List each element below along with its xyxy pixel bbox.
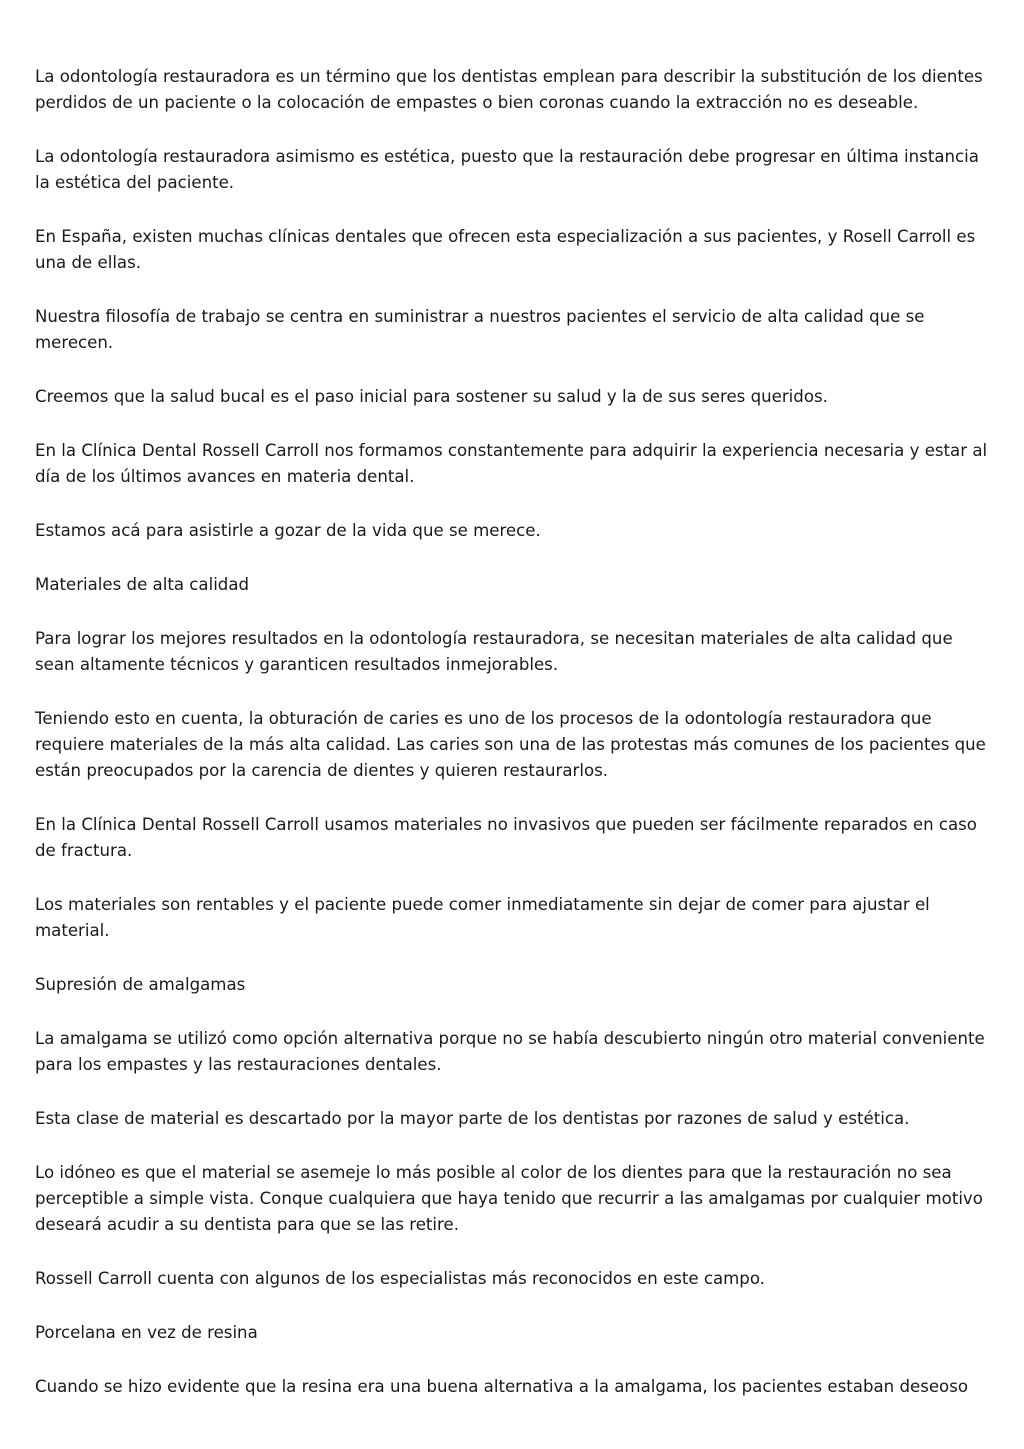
paragraph: Teniendo esto en cuenta, la obturación de caries es uno de los procesos de la odontología restauradora que requiere materiales de la más alta calidad. Las caries son una de las protestas más comunes de los pacientes que están preocupados por la carencia de dientes y quieren restaurarlos. <box>35 709 986 780</box>
paragraph: Creemos que la salud bucal es el paso inicial para sostener su salud y la de sus seres queridos. <box>35 387 828 406</box>
paragraph: Los materiales son rentables y el paciente puede comer inmediatamente sin dejar de comer para ajustar el material. <box>35 895 930 940</box>
paragraph: Estamos acá para asistirle a gozar de la vida que se merece. <box>35 521 541 540</box>
paragraph: Rossell Carroll cuenta con algunos de los especialistas más reconocidos en este campo. <box>35 1269 765 1288</box>
document-body <box>35 64 995 1428</box>
paragraph: Cuando se hizo evidente que la resina era una buena alternativa a la amalgama, los pacientes estaban deseoso <box>35 1377 969 1396</box>
paragraph: En España, existen muchas clínicas dentales que ofrecen esta especialización a sus pacientes, y Rosell Carroll es una de ellas. <box>35 227 976 272</box>
section-heading: Materiales de alta calidad <box>35 575 250 594</box>
paragraph: La odontología restauradora es un término que los dentistas emplean para describir la substitución de los dientes perdidos de un paciente o la colocación de empastes o bien coronas cuando la extracción no es deseable. <box>35 67 983 112</box>
paragraph: La amalgama se utilizó como opción alternativa porque no se había descubierto ningún otro material conveniente para los empastes y las restauraciones dentales. <box>35 1029 985 1074</box>
paragraph: En la Clínica Dental Rossell Carroll usamos materiales no invasivos que pueden ser fácilmente reparados en caso de fractura. <box>35 815 977 860</box>
paragraph: Para lograr los mejores resultados en la odontología restauradora, se necesitan materiales de alta calidad que sean altamente técnicos y garanticen resultados inmejorables. <box>35 629 953 674</box>
paragraph: Nuestra filosofía de trabajo se centra en suministrar a nuestros pacientes el servicio de alta calidad que se merecen. <box>35 307 925 352</box>
paragraph: En la Clínica Dental Rossell Carroll nos formamos constantemente para adquirir la experiencia necesaria y estar al día de los últimos avances en materia dental. <box>35 441 988 486</box>
paragraph: Lo idóneo es que el material se asemeje lo más posible al color de los dientes para que la restauración no sea perceptible a simple vista. Conque cualquiera que haya tenido que recurrir a las amalgamas por cualquier motivo deseará acudir a su dentista para que se las retire. <box>35 1163 983 1234</box>
section-heading: Supresión de amalgamas <box>35 975 246 994</box>
paragraph: La odontología restauradora asimismo es estética, puesto que la restauración debe progresar en última instancia la estética del paciente. <box>35 147 979 192</box>
paragraph: Esta clase de material es descartado por la mayor parte de los dentistas por razones de salud y estética. <box>35 1109 910 1128</box>
section-heading: Porcelana en vez de resina <box>35 1323 258 1342</box>
